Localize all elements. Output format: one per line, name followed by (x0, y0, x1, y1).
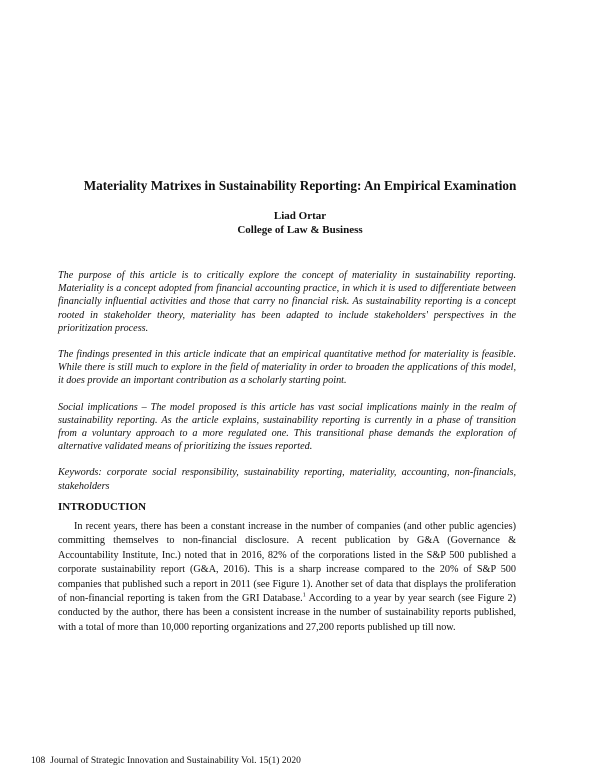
abstract-paragraph-purpose: The purpose of this article is to critically explore the concept of materiality in sustainability reporting. Materiality is a concept adopted from financial accounting practice, in which it is used to differentiate between financially influential activities and those that carry no financial risk. As sustainability reporting is a concept rooted in stakeholder theory, materiality has been adapted to include stakeholders' perspectives in the prioritization process. (58, 270, 516, 334)
abstract-paragraph-findings: The findings presented in this article indicate that an empirical quantitative method for materiality is feasible. While there is still much to explore in the field of materiality in order to broaden the applications of this model, it does provide an important contribution as a scholarly starting point. (58, 349, 516, 387)
journal-citation: Journal of Strategic Innovation and Sustainability Vol. 15(1) 2020 (50, 756, 301, 766)
introduction-text-part-2: According to a year by year search (see Figure 2) conducted by the author, there has been a consistent increase in the number of sustainability reports published, with a total of more than 10,000 reporting organizations and 27,200 reports published up till now. (58, 593, 516, 633)
section-heading-introduction: INTRODUCTION (58, 501, 147, 513)
introduction-paragraph (58, 520, 516, 635)
abstract-paragraph-social-implications: Social implications – The model proposed is this article has vast social implications mainly in the realm of sustainability reporting. As the article explains, sustainability reporting is currently in a phase of transition from a voluntary approach to a more regulated one. This transitional phase demands the exploration of alternative validated means of prioritizing the issues reported. (58, 401, 516, 453)
abstract (58, 269, 516, 506)
page-number: 108 (31, 756, 46, 766)
author-block (58, 209, 542, 237)
introduction-text-part-1: In recent years, there has been a constant increase in the number of companies (and other public agencies) committing themselves to non-financial disclosure. A recent publication by G&A (Governance & Accountability Institute, Inc.) noted that in 2016, 82% of the corporations listed in the S&P 500 published a corporate sustainability report (G&A, 2016). This is a sharp increase compared to the 20% of S&P 500 companies that published such a report in 2011 (see Figure 1). Another set of data that displays the proliferation of non-financial reporting is taken from the GRI Database. (58, 521, 516, 605)
page-footer (31, 755, 301, 767)
author-name: Liad Ortar (273, 210, 327, 222)
footnote-marker[interactable]: 1 (302, 591, 306, 599)
author-affiliation: College of Law & Business (237, 224, 363, 236)
paper-title: Materiality Matrixes in Sustainability Reporting: An Empirical Examination (83, 178, 517, 193)
keywords: Keywords: corporate social responsibility, sustainability reporting, materiality, accounting, non-financials, stakeholders (58, 467, 516, 492)
